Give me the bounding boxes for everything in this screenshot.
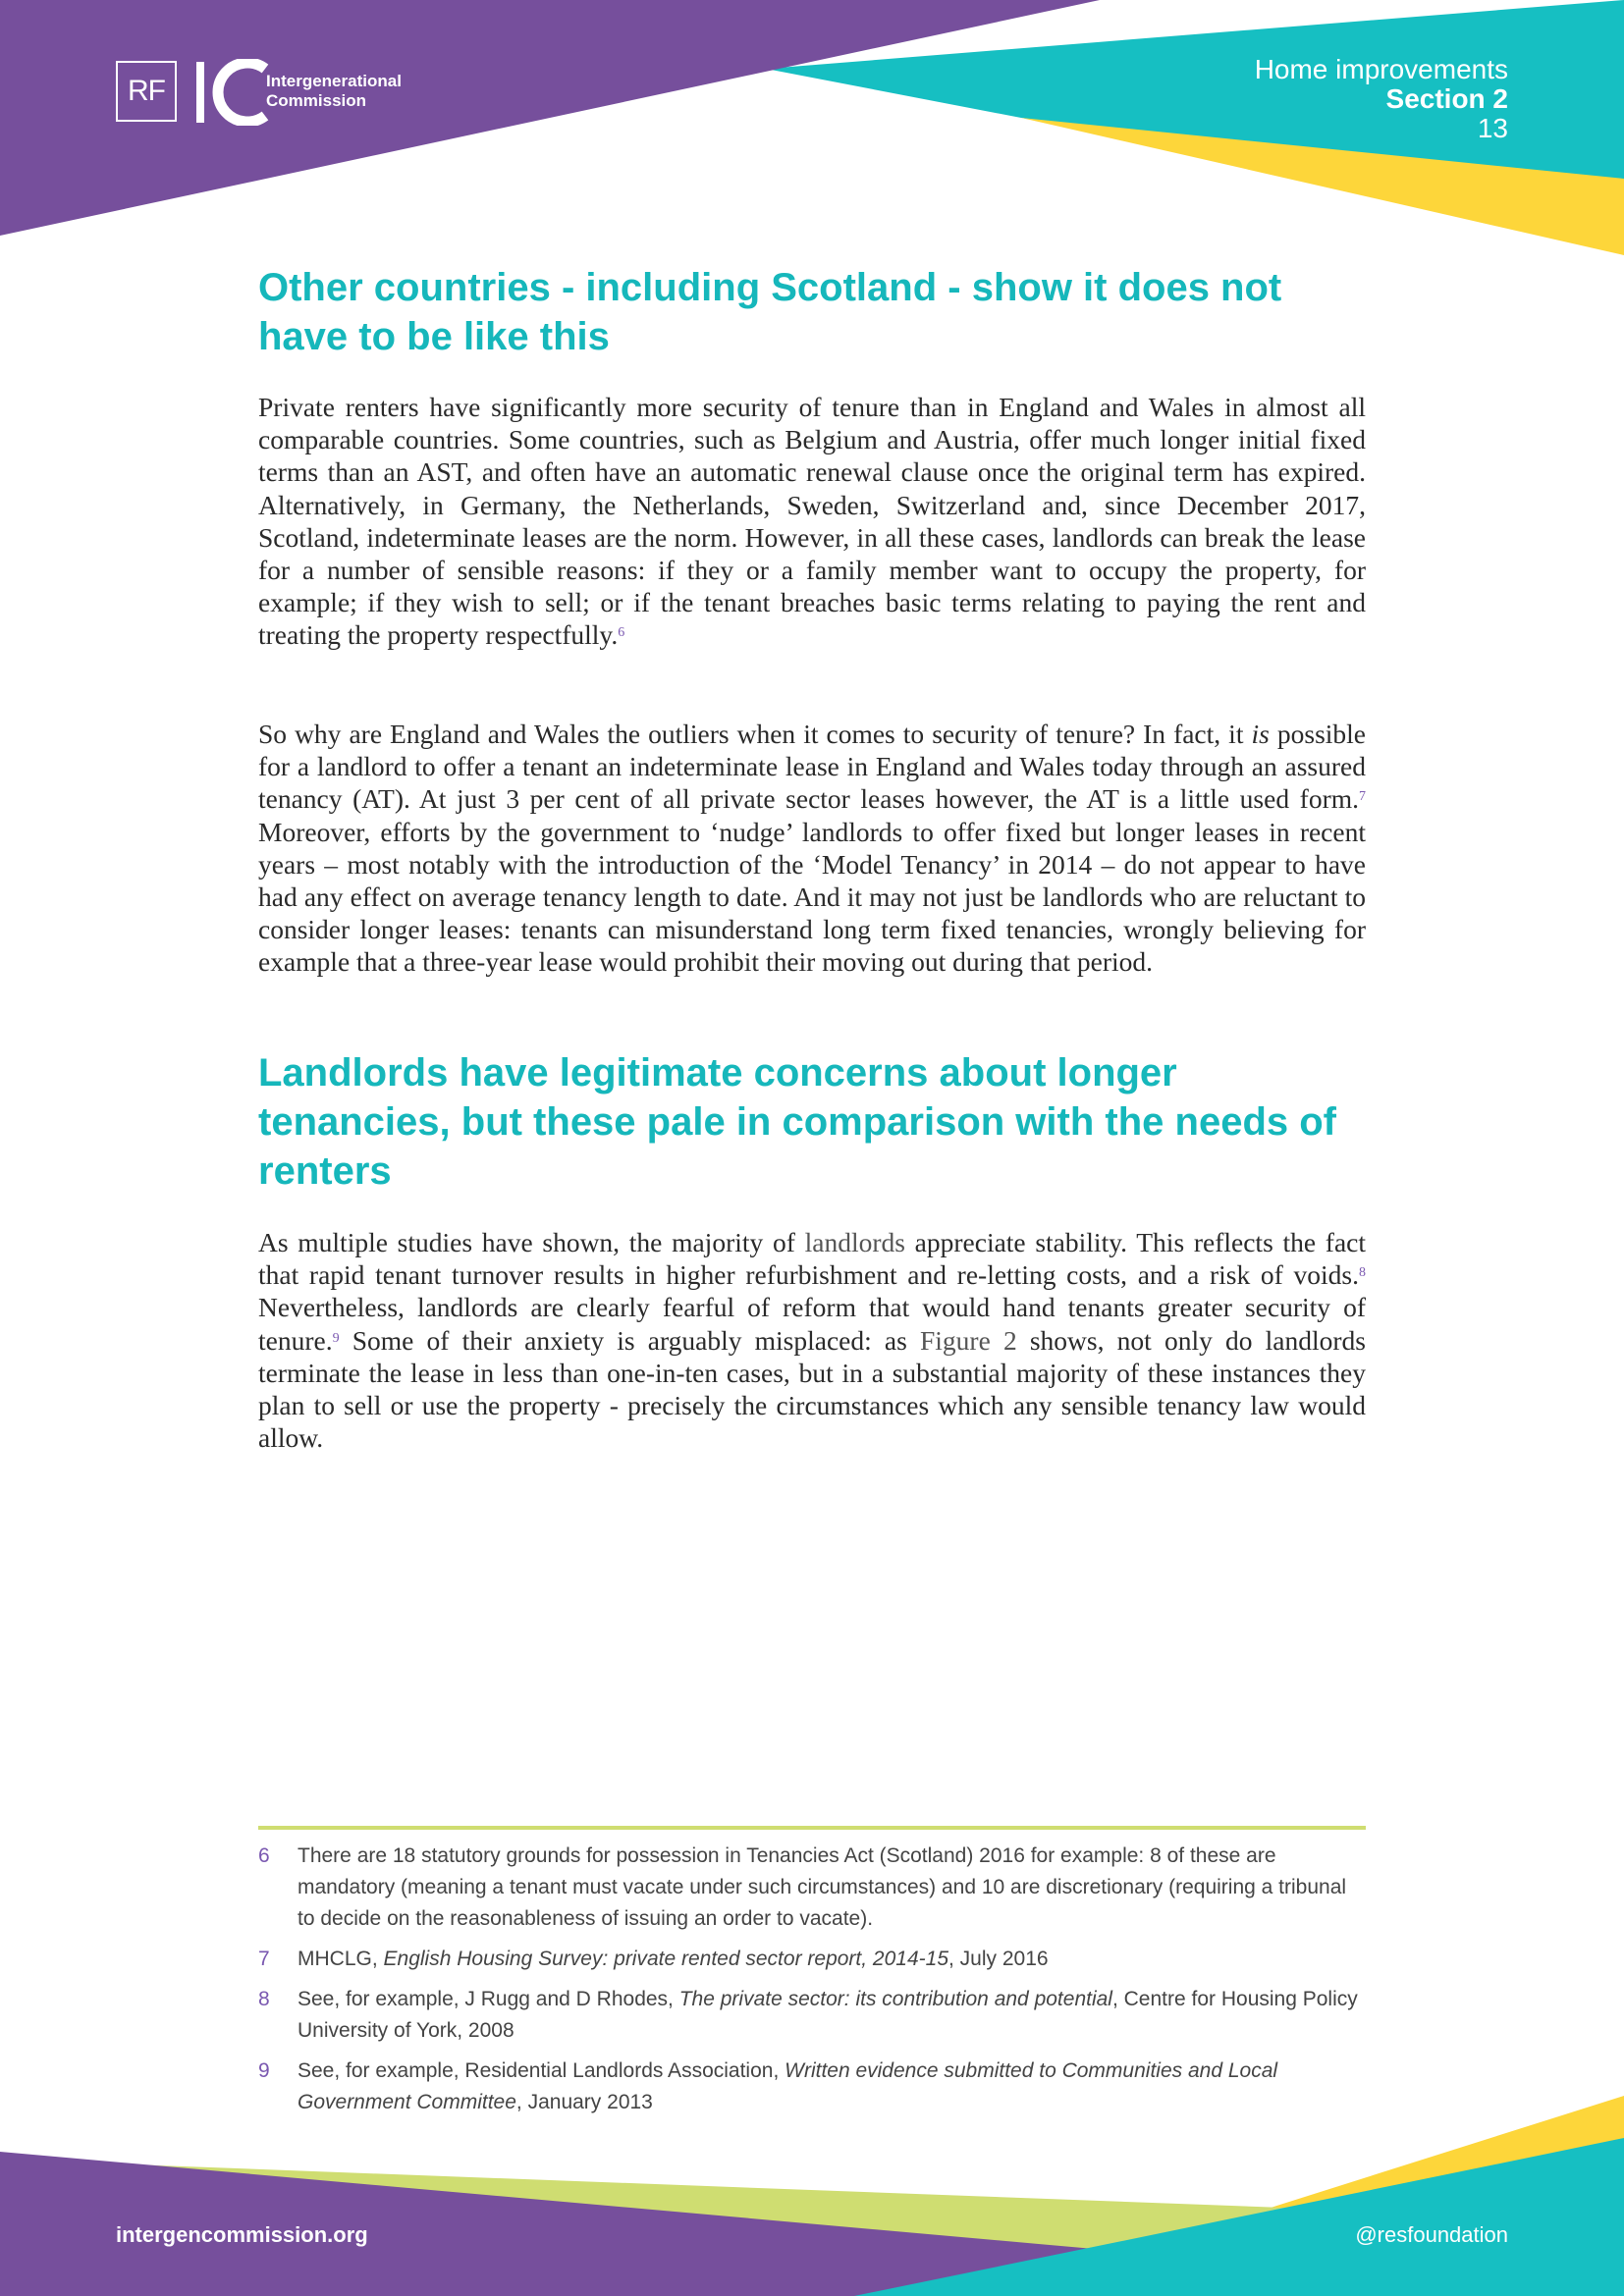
- section-1-paragraph-1: [258, 391, 1366, 652]
- section-2: [258, 1048, 1366, 1196]
- footnote-text: See, for example, Residential Landlords Association,: [298, 2059, 785, 2082]
- para-text: Nevertheless, landlords are clearly fearful of reform that would hand tenants greater security of tenure.: [258, 1292, 1366, 1356]
- section-2-paragraph: [258, 1226, 1366, 1454]
- footnote-8: [258, 1984, 1366, 2047]
- logo-text-line2: Commission: [266, 91, 367, 110]
- page-number: 13: [1477, 113, 1508, 143]
- running-header: [1255, 55, 1508, 143]
- footnote-ref-6[interactable]: 6: [618, 625, 625, 641]
- para-text: Moreover, efforts by the government to ‘nudge’ landlords to offer fixed but longer leases in recent years – most notably with the introduction of the ‘Model Tenancy’ in 2014 – do not appear to have had any effect on average tenancy length to date. And it may not just be landlords who are reluctant to consider longer leases: tenants can misunderstand long term fixed tenancies, wrongly believing for example that a three-year lease would prohibit their moving out during that period.: [258, 816, 1366, 978]
- landlords-link[interactable]: landlords: [804, 1227, 905, 1257]
- ic-logo-text: [266, 72, 402, 111]
- section-1-paragraph-2: [258, 718, 1366, 979]
- footnote-text: See, for example, J Rugg and D Rhodes,: [298, 1988, 679, 2010]
- section-1-heading: Other countries - including Scotland - show it does not have to be like this: [258, 266, 1282, 358]
- para-text: As multiple studies have shown, the majority of: [258, 1227, 805, 1257]
- footnote-text: , January 2013: [515, 2091, 653, 2113]
- footnote-9: [258, 2056, 1366, 2118]
- footnote-number: 6: [258, 1844, 270, 1867]
- footnote-ref-9[interactable]: 9: [332, 1330, 340, 1346]
- rf-logo: RF: [116, 61, 177, 122]
- footnote-6: [258, 1841, 1366, 1935]
- website-link[interactable]: intergencommission.org: [116, 2222, 368, 2247]
- footnote-divider: [258, 1826, 1366, 1830]
- section-1: [258, 263, 1366, 361]
- social-handle-link[interactable]: @resfoundation: [1355, 2222, 1508, 2247]
- section-label: Section 2: [1385, 83, 1508, 114]
- para-emphasis: is: [1251, 719, 1270, 749]
- footnote-text: , July 2016: [948, 1948, 1049, 1970]
- para-text: Some of their anxiety is arguably misplaced: as: [339, 1324, 920, 1356]
- footnote-ref-8[interactable]: 8: [1359, 1265, 1366, 1281]
- para-text: shows, not only do landlords terminate the lease in less than one-in-ten cases, but in a substantial majority of these instances they plan to sell or use the property - precisely the circumstances which any sensible tenancy law would allow.: [258, 1324, 1366, 1454]
- footnote-text: , Centre for Housing Policy University of York, 2008: [298, 1988, 1358, 2042]
- para-text: appreciate stability. This reflects the fact that rapid tenant turnover results in higher refurbishment and re-letting costs, and a risk of voids.: [258, 1227, 1367, 1291]
- para-text: So why are England and Wales the outliers when it comes to security of tenure? In fact, it: [258, 719, 1252, 749]
- para-text: Private renters have significantly more security of tenure than in England and Wales in almost all comparable countries. Some countries, such as Belgium and Austria, offer much longer initial fixed terms than an AST, and often have an automatic renewal clause once the original term has expired. Alternatively, in Germany, the Netherlands, Sweden, Switzerland and, since December 2017, Scotland, indeterminate leases are the norm. However, in all these cases, landlords can break the lease for a number of sensible reasons: if they or a family member want to occupy the property, for example; if they wish to sell; or if the tenant breaches basic terms relating to paying the rent and treating the property respectfully.: [258, 392, 1366, 651]
- section-2-heading: Landlords have legitimate concerns about longer tenancies, but these pale in comparison with the needs of renters: [258, 1051, 1336, 1193]
- footnote-number: 7: [258, 1948, 270, 1970]
- footnote-title: The private sector: its contribution and potential: [678, 1988, 1112, 2010]
- figure-2-link[interactable]: Figure 2: [919, 1324, 1017, 1356]
- chapter-title: Home improvements: [1254, 54, 1508, 84]
- footnote-text: There are 18 statutory grounds for possession in Tenancies Act (Scotland) 2016 for example: 8 of these are mandatory (meaning a tenant must vacate under such circumstances) and 10 are discretionary (requiring a tribunal to decide on the reasonableness of issuing an order to vacate).: [298, 1844, 1347, 1930]
- footnote-number: 9: [258, 2059, 270, 2082]
- footnote-title: English Housing Survey: private rented sector report, 2014-15: [383, 1948, 948, 1970]
- para-text: possible for a landlord to offer a tenant an indeterminate lease in England and Wales today through an assured tenancy (AT). At just 3 per cent of all private sector leases however, the AT is a little used form.: [258, 719, 1367, 815]
- footnote-ref-7[interactable]: 7: [1359, 789, 1366, 805]
- ic-logo-icon: [194, 59, 273, 126]
- logo-text-line1: Intergenerational: [266, 72, 402, 90]
- footnote-number: 8: [258, 1988, 270, 2010]
- footnote-title: Written evidence submitted to Communities and Local Government Committee: [298, 2059, 1278, 2113]
- footnote-7: [258, 1944, 1366, 1975]
- footnotes: [258, 1841, 1366, 2127]
- footnote-text: MHCLG,: [298, 1948, 384, 1970]
